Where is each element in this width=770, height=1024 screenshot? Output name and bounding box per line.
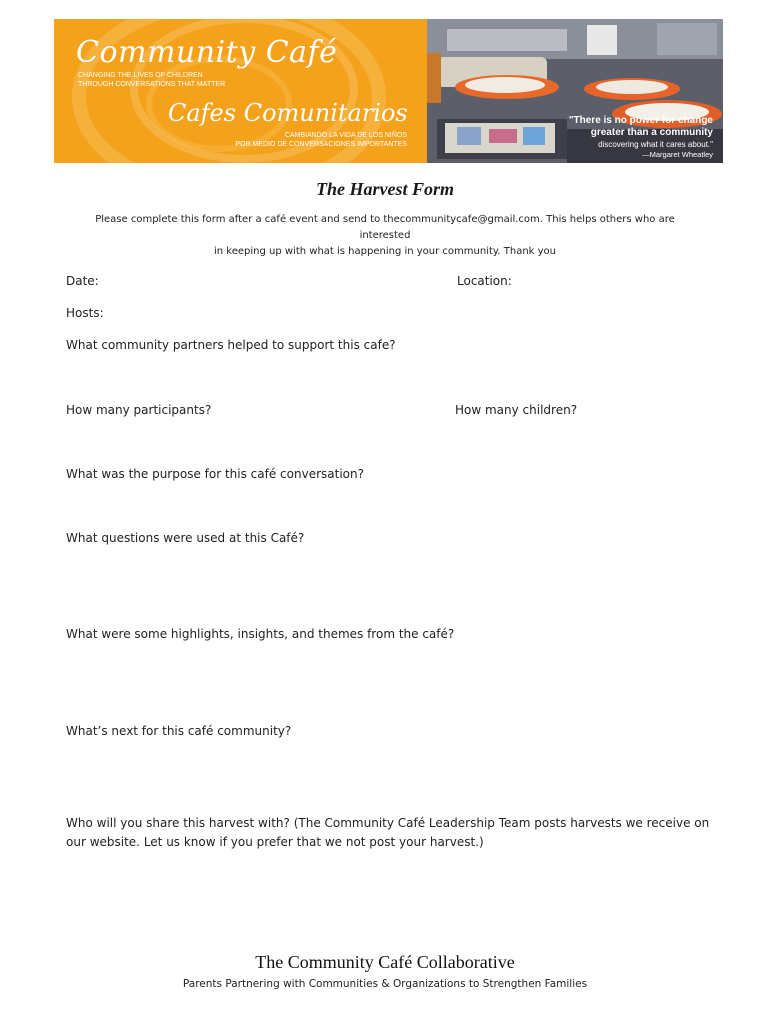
footer-mission-statement: Parents Partnering with Communities & Organizations to Strengthen Families <box>182 978 588 990</box>
date-field-label: Date: <box>66 274 99 288</box>
tagline-english-line: THROUGH CONVERSATIONS THAT MATTER <box>78 81 226 88</box>
instructions-line: Please complete this form after a café event and send to thecommunitycafe@gmail.com. This helps others who are interested <box>95 214 675 241</box>
form-title: The Harvest Form <box>316 179 454 199</box>
header-banner <box>54 19 723 163</box>
form-instructions <box>70 212 700 260</box>
children-question: How many children? <box>455 403 578 417</box>
questions-used-question: What questions were used at this Café? <box>66 531 305 545</box>
tagline-spanish-line: CAMBIANDO LA VIDA DE LOS NIÑOS <box>284 132 407 139</box>
hosts-field-label: Hosts: <box>66 306 104 320</box>
tagline-english <box>78 71 258 89</box>
wheatley-quote <box>523 115 713 160</box>
purpose-question: What was the purpose for this café conversation? <box>66 467 364 481</box>
share-harvest-question: Who will you share this harvest with? (The Community Café Leadership Team posts harvests we receive on our website. Let us know if you prefer that we not post your harvest.) <box>66 816 710 849</box>
footer-organization-name: The Community Café Collaborative <box>255 952 515 972</box>
quote-line: "There is no power for change <box>568 115 713 126</box>
tagline-spanish <box>212 131 407 149</box>
quote-author: —Margaret Wheatley <box>642 150 713 159</box>
next-steps-question: What’s next for this café community? <box>66 724 292 738</box>
location-field-label: Location: <box>457 274 512 288</box>
quote-line: discovering what it cares about." <box>598 140 713 149</box>
cafe-photo <box>427 19 723 163</box>
quote-line: greater than a community <box>590 127 713 138</box>
highlights-question: What were some highlights, insights, and themes from the café? <box>66 627 455 641</box>
instructions-line: in keeping up with what is happening in your community. Thank you <box>213 246 557 257</box>
brand-name-english: Community Café <box>76 35 338 70</box>
brand-name-spanish: Cafes Comunitarios <box>168 99 408 127</box>
partners-question: What community partners helped to support this cafe? <box>66 338 396 352</box>
tagline-spanish-line: POR MEDIO DE CONVERSACIONES IMPORTANTES <box>235 141 407 148</box>
participants-question: How many participants? <box>66 403 212 417</box>
tagline-english-line: CHANGING THE LIVES OF CHILDREN <box>78 72 203 79</box>
logo-panel <box>54 19 427 163</box>
